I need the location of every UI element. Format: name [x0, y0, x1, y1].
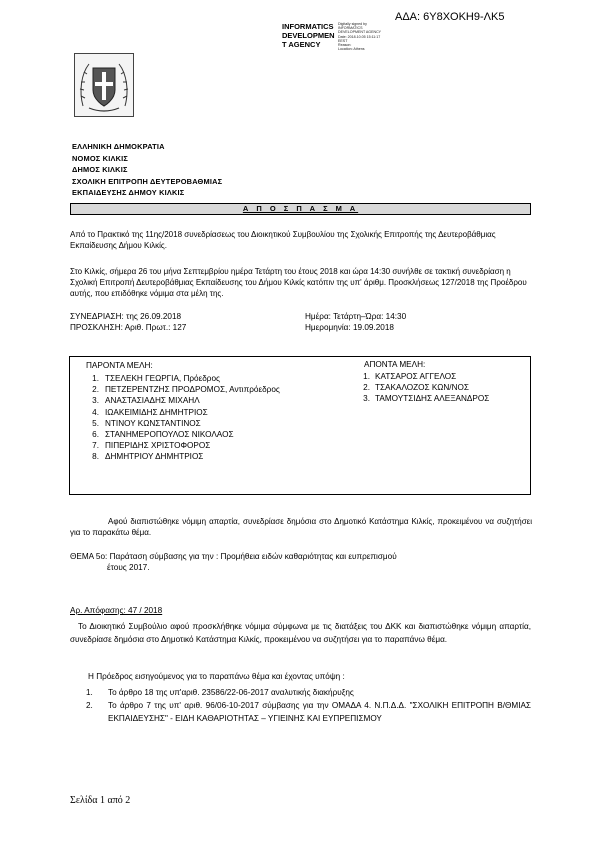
- meeting-info: [70, 312, 406, 333]
- list-item: [80, 451, 280, 462]
- absent-members-title: ΑΠΟΝΤΑ ΜΕΛΗ:: [364, 360, 426, 369]
- item-text: Το άρθρο 18 της υπ'αριθ. 23586/22-06-2017 αναλυτικής διακήρυξης: [108, 688, 354, 697]
- authority-line: ΔΗΜΟΣ ΚΙΛΚΙΣ: [72, 165, 128, 174]
- member-name: ΚΑΤΣΑΡΟΣ ΑΓΓΕΛΟΣ: [375, 372, 457, 381]
- list-item: [80, 407, 280, 418]
- item-number: 3.: [363, 394, 370, 404]
- item-number: 2.: [363, 383, 370, 393]
- ada-code: ΑΔΑ: 6Υ8ΧΟΚΗ9-ΛΚ5: [395, 11, 505, 23]
- item-number: 8.: [92, 452, 99, 462]
- document-title: Α Π Ο Σ Π Α Σ Μ Α: [242, 204, 359, 213]
- member-name: ΔΗΜΗΤΡΙΟΥ ΔΗΜΗΤΡΙΟΣ: [105, 452, 204, 462]
- member-name: ΣΤΑΝΗΜΕΡΟΠΟΥΛΟΣ ΝΙΚΟΛΑΟΣ: [105, 430, 234, 440]
- list-item: [86, 686, 531, 699]
- signature-issuer-line: T AGENCY: [282, 40, 321, 49]
- list-item: [80, 418, 280, 429]
- member-name: ΙΩΑΚΕΙΜΙΔΗΣ ΔΗΜΗΤΡΙΟΣ: [105, 407, 208, 417]
- signature-detail-line: DEVELOPMENT AGENCY: [338, 30, 382, 35]
- present-members-list: [80, 373, 280, 463]
- intro-paragraph-minutes: Από το Πρακτικό της 11ης/2018 συνεδρίασεως του Διοικητικού Συμβουλίου της Σχολικής Επιτροπής της Δευτεροβάθμιας Εκπαίδευσης Δήμου Κιλκίς.: [70, 230, 496, 250]
- signature-detail-line: Digitally signed by: [338, 22, 367, 26]
- member-name: ΝΤΙΝΟΥ ΚΩΝΣΤΑΝΤΙΝΟΣ: [105, 418, 201, 428]
- invitation-number: ΠΡΟΣΚΛΗΣΗ: Αριθ. Πρωτ.: 127: [70, 322, 187, 332]
- item-number: 2.: [86, 701, 93, 711]
- item-number: 4.: [92, 407, 99, 417]
- signature-detail-line: EEST: [338, 38, 348, 43]
- item-number: 1.: [92, 374, 99, 383]
- greek-emblem-icon: [74, 53, 134, 117]
- president-intro: Η Πρόεδρος εισηγούμενος για το παραπάνω θέμα και έχοντας υπόψη :: [88, 672, 345, 681]
- item-number: 5.: [92, 418, 99, 428]
- decision-paragraph: Το Διοικητικό Συμβούλιο αφού προσκλήθηκε νόμιμα σύμφωνα με τις διατάξεις του ΔΚΚ και διαπιστώθηκε νόμιμη απαρτία, συνεδρίασε δημόσια στο Δημοτικό Κατάστημα Κιλκίς, προκειμένου να συζητήσει για το παραπάνω θέμα.: [70, 622, 531, 645]
- authority-line: ΕΚΠΑΙΔΕΥΣΗΣ ΔΗΜΟΥ ΚΙΛΚΙΣ: [72, 188, 185, 197]
- item-number: 7.: [92, 441, 99, 451]
- authority-line: ΝΟΜΟΣ ΚΙΛΚΙΣ: [72, 153, 129, 163]
- session-date: ΣΥΝΕΔΡΙΑΣΗ: της 26.09.2018: [70, 312, 182, 321]
- member-name: ΤΣΕΛΕΚΗ ΓΕΩΡΓΙΑ, Πρόεδρος: [105, 374, 220, 383]
- list-item: [80, 384, 280, 395]
- item-number: 2.: [92, 385, 99, 395]
- page-number: Σελίδα 1 από 2: [70, 795, 131, 806]
- signature-detail-line: INFORMATICS: [338, 26, 363, 31]
- intro-paragraph-session: Στο Κιλκίς, σήμερα 26 του μήνα Σεπτεμβρίου ημέρα Τετάρτη του έτους 2018 και ώρα 14:30 συνήλθε σε τακτική συνεδρίαση η Σχολική Επιτροπή Δευτεροβάθμιας Εκπαίδευσης του Δήμου Κιλκίς κατόπιν της υπ' άριθμ. Προσκλήσεως 127/2018 της Προέδρου αυτής, που επιδόθηκε νόμιμα στα μέλη της.: [70, 267, 527, 298]
- signature-detail-line: Date: 2018.10.05 15:11:17: [338, 34, 381, 39]
- signature-issuer: [282, 22, 335, 49]
- list-item: [86, 699, 531, 725]
- list-item: [358, 371, 489, 382]
- document-title-bar: [70, 203, 531, 215]
- signature-detail-line: Reason:: [338, 43, 352, 48]
- member-name: ΠΕΤΖΕΡΕΝΤΖΗΣ ΠΡΟΔΡΟΜΟΣ, Αντιπρόεδρος: [105, 385, 280, 395]
- authority-line: ΕΛΛΗΝΙΚΗ ΔΗΜΟΚΡΑΤΙΑ: [72, 142, 165, 151]
- decision-number: Αρ. Απόφασης: 47 / 2018: [70, 606, 163, 615]
- item-number: 1.: [86, 688, 93, 697]
- list-item: [80, 429, 280, 440]
- issuing-authority: [72, 141, 222, 199]
- list-item: [80, 395, 280, 406]
- theme-line: ΘΕΜΑ 5ο: Παράταση σύμβασης για την : Προμήθεια ειδών καθαριότητας και ευπρεπισμού: [70, 552, 397, 561]
- list-item: [80, 440, 280, 451]
- list-item: [80, 373, 280, 384]
- theme-line-continued: έτους 2017.: [107, 563, 150, 572]
- signature-issuer-line: DEVELOPMEN: [282, 31, 335, 40]
- member-name: ΑΝΑΣΤΑΣΙΑΔΗΣ ΜΙΧΑΗΛ: [105, 396, 200, 406]
- considerations-list: [86, 686, 531, 726]
- member-name: ΤΣΑΚΑΛΟΖΟΣ ΚΩΝ/ΝΟΣ: [375, 383, 469, 393]
- item-number: 1.: [363, 372, 370, 381]
- list-item: [358, 393, 489, 404]
- invitation-date: Ημερομηνία: 19.09.2018: [305, 322, 394, 332]
- authority-line: ΣΧΟΛΙΚΗ ΕΠΙΤΡΟΠΗ ΔΕΥΤΕΡΟΒΑΘΜΙΑΣ: [72, 176, 223, 186]
- signature-detail-line: Location: Athens: [338, 47, 365, 52]
- signature-issuer-line: INFORMATICS: [282, 22, 334, 31]
- present-members-title: ΠΑΡΟΝΤΑ ΜΕΛΗ:: [86, 361, 153, 370]
- absent-members-list: [358, 371, 489, 405]
- signature-details: [338, 22, 393, 51]
- member-name: ΠΙΠΕΡΙΔΗΣ ΧΡΙΣΤΟΦΟΡΟΣ: [105, 441, 211, 451]
- item-number: 6.: [92, 430, 99, 440]
- item-number: 3.: [92, 396, 99, 406]
- session-day-time: Ημέρα: Τετάρτη–Ώρα: 14:30: [305, 312, 407, 321]
- list-item: [358, 382, 489, 393]
- item-text: Το άρθρο 7 της υπ' αριθ. 96/06-10-2017 σύμβασης για την ΟΜΑΔΑ 4. Ν.Π.Δ.Δ. "ΣΧΟΛΙΚΗ ΕΠΙΤΡΟΠΗ Β/ΘΜΙΑΣ ΕΚΠΑΙΔΕΥΣΗΣ" - ΕΙΔΗ ΚΑΘΑΡΙΟΤΗΤΑΣ – ΥΓΙΕΙΝΗΣ ΚΑΙ ΕΥΠΡΕΠΙΣΜΟΥ: [108, 701, 531, 724]
- member-name: ΤΑΜΟΥΤΣΙΔΗΣ ΑΛΕΞΑΝΔΡΟΣ: [375, 394, 490, 404]
- quorum-paragraph: Αφού διαπιστώθηκε νόμιμη απαρτία, συνεδρίασε δημόσια στο Δημοτικό Κατάστημα Κιλκίς, προκειμένου να συζητήσει για το παρακάτω θέμα.: [70, 517, 532, 537]
